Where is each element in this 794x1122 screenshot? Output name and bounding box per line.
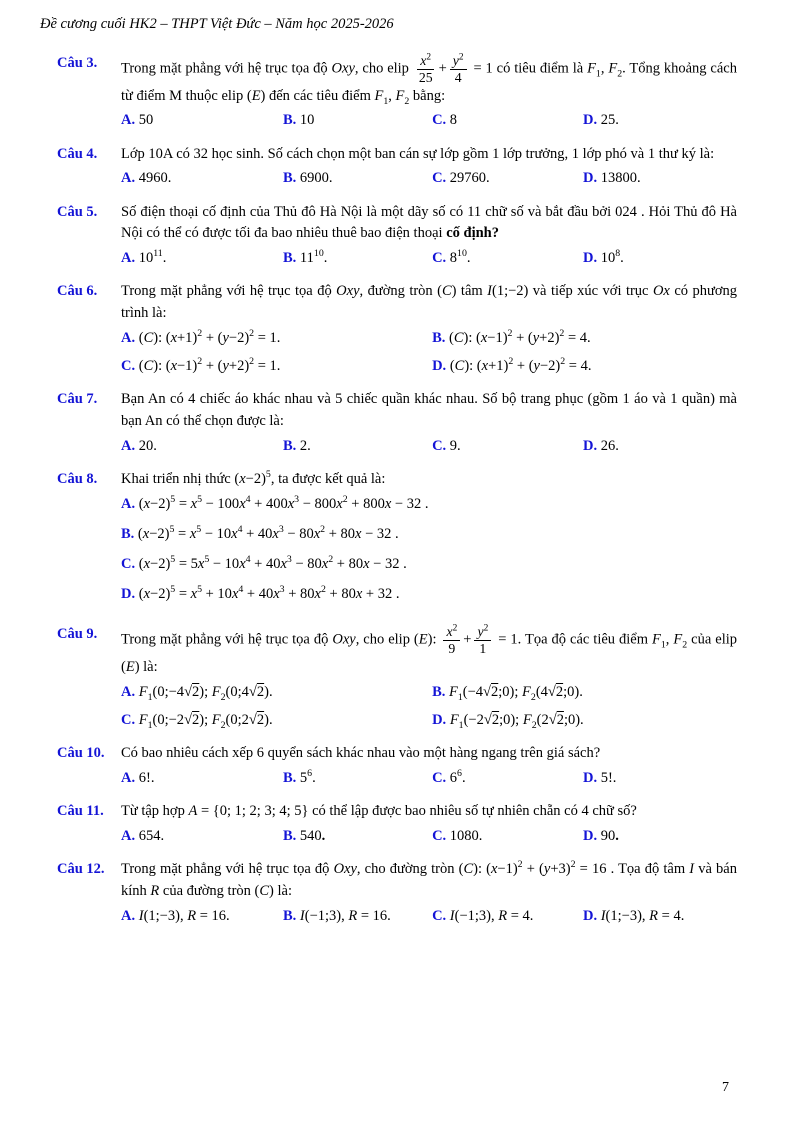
option-text: $5^6$. bbox=[299, 768, 316, 786]
option-letter: A. bbox=[121, 437, 136, 454]
answer-option bbox=[583, 435, 737, 458]
options-group bbox=[121, 167, 737, 190]
answer-option bbox=[432, 109, 583, 132]
question-number: Câu 9. bbox=[57, 626, 98, 643]
question-text: Số điện thoại cố định của Thủ đô Hà Nội là một dãy số có 11 chữ số và bắt đầu bởi 024 . Hỏi Thủ đô Hà Nội có thể có được tối đa bao nhiêu thuê bao điện thoại cố định? bbox=[121, 203, 737, 242]
option-text: (C): $(x+1)^2 + (y-2)^2 = 1$. bbox=[138, 327, 281, 346]
answer-option bbox=[121, 355, 432, 378]
answer-option bbox=[583, 825, 737, 848]
question-text: Trong mặt phẳng với hệ trục tọa độ Oxy, cho elip $\frac{x^2}{25}$ + $\frac{y^2}{4}$ = 1 có tiêu điểm là $F_1$, $F_2$. Tổng khoảng cách từ điểm M thuộc elip (E) đến các tiêu điểm $F_1$, $F_2$ bằng: bbox=[121, 52, 737, 107]
option-text: $(x-2)^5 = 5x^5 - 10x^4 + 40x^3 - 80x^2 + 80x - 32$ . bbox=[138, 554, 407, 572]
option-letter: C. bbox=[432, 907, 447, 924]
option-text: 20. bbox=[138, 437, 157, 454]
question-content bbox=[121, 144, 737, 191]
answer-option bbox=[121, 825, 283, 848]
question-number: Câu 4. bbox=[57, 145, 98, 162]
question-list bbox=[57, 53, 737, 939]
option-letter: B. bbox=[283, 170, 297, 187]
option-text: $F_1(0;-2√2)$; $F_2(0;2√2)$. bbox=[138, 711, 273, 731]
question-number: Câu 7. bbox=[57, 391, 98, 408]
option-text: (C): $(x-1)^2 + (y+2)^2 = 1$. bbox=[138, 356, 281, 374]
question-content bbox=[121, 469, 737, 614]
option-text: $F_1(0;-4√2)$; $F_2(0;4√2)$. bbox=[138, 683, 273, 703]
option-text: 50 bbox=[138, 112, 154, 129]
option-letter: C. bbox=[432, 827, 447, 844]
option-text: 8 bbox=[449, 112, 458, 129]
options-group bbox=[121, 493, 737, 607]
option-text: (C): $(x+1)^2 + (y-2)^2 = 4$. bbox=[449, 356, 592, 374]
question-text: Trong mặt phẳng với hệ trục tọa độ Oxy, cho elip (E): $\frac{x^2}{9}$ + $\frac{y^2}{1}$ = 1. Tọa độ các tiêu điểm $F_1$, $F_2$ của elip (E) là: bbox=[121, 623, 737, 675]
answer-option bbox=[432, 681, 737, 704]
option-letter: B. bbox=[283, 250, 297, 267]
option-letter: D. bbox=[582, 437, 598, 454]
option-text: $(x-2)^5 = x^5 - 100x^4 + 400x^3 - 800x^2 + 800x - 32$ . bbox=[138, 493, 429, 512]
options-group bbox=[121, 905, 737, 928]
option-letter: C. bbox=[432, 170, 447, 187]
question-number: Câu 10. bbox=[57, 745, 105, 762]
answer-option bbox=[583, 167, 737, 190]
question-text: Trong mặt phẳng với hệ trục tọa độ Oxy, đường tròn (C) tâm I(1;−2) và tiếp xúc với trục Ox có phương trình là: bbox=[121, 283, 738, 321]
option-letter: A. bbox=[121, 907, 136, 924]
answer-option bbox=[283, 167, 432, 190]
question-content bbox=[121, 801, 737, 848]
option-text: I(−1;3), R = 4. bbox=[449, 907, 534, 924]
option-letter: D. bbox=[432, 357, 447, 374]
question bbox=[57, 389, 737, 458]
question bbox=[57, 281, 737, 378]
question-number: Câu 3. bbox=[57, 55, 98, 71]
option-letter: D. bbox=[121, 586, 136, 603]
page-footer bbox=[57, 1080, 737, 1096]
answer-option bbox=[121, 327, 432, 350]
option-text: $10^{11}$. bbox=[138, 248, 167, 267]
option-letter: D. bbox=[582, 769, 598, 786]
option-text: 13800. bbox=[600, 170, 641, 187]
answer-option bbox=[432, 709, 737, 732]
answer-option bbox=[432, 167, 583, 190]
option-letter: B. bbox=[283, 769, 297, 786]
option-text: $F_1(-2√2;0)$; $F_2(2√2;0)$. bbox=[449, 711, 584, 731]
document-header: Đề cương cuối HK2 – THPT Việt Đức – Năm học 2025-2026 bbox=[40, 16, 394, 32]
question bbox=[57, 801, 737, 848]
option-letter: C. bbox=[121, 555, 136, 572]
option-text: 9. bbox=[449, 437, 461, 454]
option-letter: D. bbox=[582, 907, 598, 924]
answer-option bbox=[121, 247, 283, 270]
option-letter: B. bbox=[283, 437, 297, 454]
options-group bbox=[121, 767, 737, 790]
options-group bbox=[121, 247, 737, 270]
option-letter: A. bbox=[121, 683, 136, 700]
question-number: Câu 8. bbox=[57, 470, 98, 487]
question-number: Câu 12. bbox=[57, 861, 105, 877]
answer-option bbox=[121, 905, 283, 928]
option-letter: D. bbox=[582, 112, 598, 129]
answer-option bbox=[583, 109, 737, 132]
question-content bbox=[121, 859, 737, 928]
question-text: Từ tập hợp A = {0; 1; 2; 3; 4; 5} có thể lập được bao nhiêu số tự nhiên chẵn có 4 chữ số? bbox=[121, 803, 637, 820]
question bbox=[57, 624, 737, 732]
option-letter: A. bbox=[121, 250, 136, 267]
option-text: 10 bbox=[299, 112, 315, 129]
option-text: I(−1;3), R = 16. bbox=[299, 907, 391, 924]
option-letter: C. bbox=[432, 437, 447, 454]
option-text: 540. bbox=[299, 827, 326, 844]
answer-option bbox=[121, 109, 283, 132]
answer-option bbox=[432, 355, 737, 378]
option-letter: A. bbox=[121, 495, 136, 512]
answer-option bbox=[583, 767, 737, 790]
option-text: I(1;−3), R = 16. bbox=[138, 907, 230, 924]
answer-option bbox=[121, 553, 737, 576]
answer-option bbox=[121, 709, 432, 732]
options-group bbox=[121, 681, 737, 732]
answer-option bbox=[283, 435, 432, 458]
answer-option bbox=[121, 681, 432, 704]
question-content bbox=[121, 743, 737, 790]
option-text: 5!. bbox=[600, 769, 617, 786]
option-text: 26. bbox=[600, 437, 619, 454]
option-text: 1080. bbox=[449, 827, 483, 844]
option-text: 654. bbox=[138, 827, 165, 844]
option-letter: C. bbox=[121, 711, 136, 728]
answer-option bbox=[121, 493, 737, 516]
answer-option bbox=[432, 247, 583, 270]
option-text: $10^8$. bbox=[600, 248, 624, 267]
option-text: 6!. bbox=[138, 769, 155, 786]
answer-option bbox=[121, 767, 283, 790]
question-text: Lớp 10A có 32 học sinh. Số cách chọn một ban cán sự lớp gồm 1 lớp trưởng, 1 lớp phó và 1 thư ký là: bbox=[121, 145, 715, 162]
option-text: $6^6$. bbox=[449, 768, 466, 786]
answer-option bbox=[432, 435, 583, 458]
question-content bbox=[121, 624, 737, 732]
answer-option bbox=[432, 767, 583, 790]
options-group bbox=[121, 327, 737, 378]
answer-option bbox=[121, 583, 737, 606]
option-letter: A. bbox=[121, 827, 136, 844]
option-letter: A. bbox=[121, 769, 136, 786]
answer-option bbox=[432, 825, 583, 848]
options-group bbox=[121, 825, 737, 848]
answer-option bbox=[121, 435, 283, 458]
answer-option bbox=[432, 327, 737, 350]
answer-option bbox=[121, 523, 737, 546]
option-letter: B. bbox=[432, 683, 446, 700]
question-text: Khai triển nhị thức $(x-2)^5$, ta được kết quả là: bbox=[121, 468, 386, 487]
option-text: $11^{10}$. bbox=[299, 248, 328, 267]
question bbox=[57, 53, 737, 133]
answer-option bbox=[283, 109, 432, 132]
option-letter: C. bbox=[432, 769, 447, 786]
options-group bbox=[121, 435, 737, 458]
option-letter: B. bbox=[283, 827, 297, 844]
option-letter: D. bbox=[432, 711, 447, 728]
question-number: Câu 5. bbox=[57, 203, 98, 220]
answer-option bbox=[583, 905, 737, 928]
answer-option bbox=[583, 247, 737, 270]
answer-option bbox=[432, 905, 583, 928]
option-text: 4960. bbox=[138, 170, 172, 187]
question-text: Có bao nhiêu cách xếp 6 quyển sách khác nhau vào một hàng ngang trên giá sách? bbox=[121, 745, 601, 762]
option-text: 2. bbox=[299, 437, 311, 454]
option-letter: D. bbox=[582, 250, 598, 267]
question-content bbox=[121, 53, 737, 133]
option-text: $(x-2)^5 = x^5 - 10x^4 + 40x^3 - 80x^2 + 80x - 32$ . bbox=[137, 523, 399, 542]
options-group bbox=[121, 109, 737, 132]
option-text: $F_1(-4√2;0)$; $F_2(4√2;0)$. bbox=[449, 683, 583, 703]
question bbox=[57, 743, 737, 790]
question-content bbox=[121, 202, 737, 271]
option-letter: B. bbox=[283, 112, 297, 129]
option-text: 90. bbox=[600, 827, 619, 844]
option-letter: C. bbox=[432, 250, 447, 267]
question-content bbox=[121, 281, 737, 378]
option-letter: D. bbox=[582, 827, 598, 844]
option-letter: D. bbox=[582, 170, 598, 187]
question-number: Câu 6. bbox=[57, 283, 98, 300]
answer-option bbox=[283, 825, 432, 848]
option-letter: A. bbox=[121, 112, 136, 129]
option-text: 25. bbox=[600, 112, 619, 129]
option-letter: A. bbox=[121, 170, 136, 187]
question-text: Trong mặt phẳng với hệ trục tọa độ Oxy, cho đường tròn (C): $(x-1)^2 + (y+3)^2 = 16$ . Tọa độ tâm I và bán kính R của đường tròn (C) là: bbox=[121, 859, 737, 899]
option-letter: B. bbox=[121, 525, 135, 542]
answer-option bbox=[121, 167, 283, 190]
question bbox=[57, 202, 737, 271]
question-text: Bạn An có 4 chiếc áo khác nhau và 5 chiếc quần khác nhau. Số bộ trang phục (gồm 1 áo và 1 quần) mà bạn An có thể chọn được là: bbox=[121, 391, 737, 429]
option-letter: C. bbox=[432, 112, 447, 129]
option-letter: A. bbox=[121, 329, 136, 346]
question bbox=[57, 859, 737, 928]
page-number: 7 bbox=[722, 1080, 729, 1095]
option-letter: B. bbox=[283, 907, 297, 924]
question bbox=[57, 469, 737, 614]
option-text: 29760. bbox=[449, 170, 490, 187]
question bbox=[57, 144, 737, 191]
question-content bbox=[121, 389, 737, 458]
option-text: $8^{10}$. bbox=[449, 248, 471, 267]
answer-option bbox=[283, 905, 432, 928]
question-number: Câu 11. bbox=[57, 803, 104, 820]
option-letter: B. bbox=[432, 329, 446, 346]
option-letter: C. bbox=[121, 357, 136, 374]
answer-option bbox=[283, 767, 432, 790]
answer-option bbox=[283, 247, 432, 270]
option-text: (C): $(x-1)^2 + (y+2)^2 = 4$. bbox=[449, 327, 591, 346]
option-text: $(x-2)^5 = x^5 + 10x^4 + 40x^3 + 80x^2 + 80x + 32$ . bbox=[138, 584, 400, 603]
option-text: 6900. bbox=[299, 170, 333, 187]
option-text: I(1;−3), R = 4. bbox=[600, 907, 685, 924]
